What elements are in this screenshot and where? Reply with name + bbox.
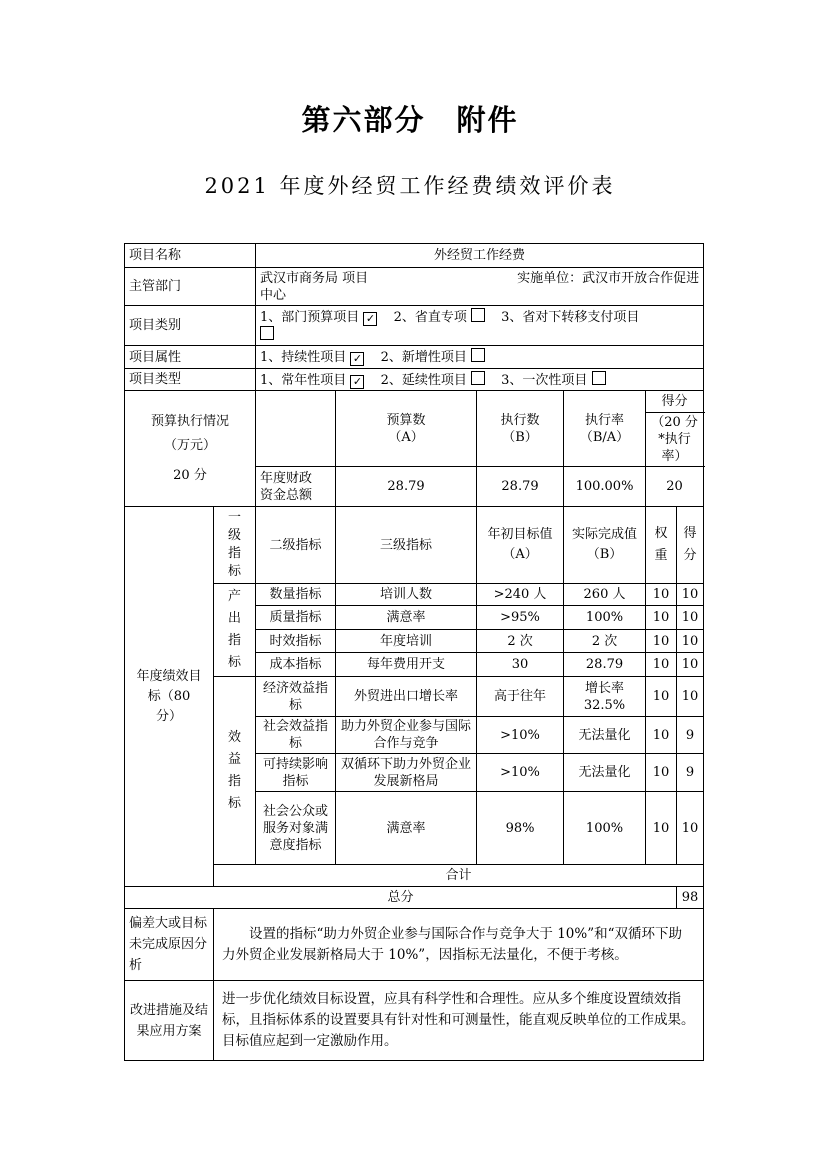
- dept-right-text: 实施单位：武汉市开放合作促进: [517, 270, 700, 286]
- target-cell: 2 次: [477, 629, 564, 653]
- target-cell: 30: [477, 653, 564, 677]
- l3-cell: 双循环下助力外贸企业发展新格局: [336, 754, 477, 792]
- actual-cell: 28.79: [564, 653, 646, 677]
- improvement-text: 进一步优化绩效目标设置，应具有科学性和合理性。应从多个维度设置绩效指标，且指标体系的设置要具有针对性和可测量性，能直观反映单位的工作成果。目标值应起到一定激励作用。: [214, 981, 704, 1061]
- part-title: 第六部分 附件: [301, 103, 519, 137]
- category-checkbox-2[interactable]: [471, 308, 485, 322]
- subtotal-label: 合计: [214, 865, 704, 887]
- project-name-row: [125, 244, 704, 268]
- score-cell: 9: [677, 754, 704, 792]
- category-checkbox-3[interactable]: [260, 326, 274, 340]
- budget-label-line1: 预算执行情况: [151, 413, 230, 429]
- score-cell: 10: [677, 629, 704, 653]
- effect-indicator-label: 效 益 指 标: [214, 677, 256, 865]
- budget-blank-cell: [256, 391, 336, 467]
- attribute-label: 项目属性: [125, 346, 256, 369]
- actual-header: 实际完成值（B）: [564, 507, 646, 584]
- level2-header: 二级指标: [256, 507, 336, 584]
- type-options: [256, 369, 704, 391]
- l2-cell: 质量指标: [256, 606, 336, 630]
- type-option-3: 3、一次性项目: [501, 372, 588, 388]
- project-name-label: 项目名称: [125, 244, 256, 268]
- type-option-1: 1、常年性项目: [260, 372, 347, 388]
- budget-col-rate: 执行率 （B/A）: [564, 391, 646, 467]
- type-checkbox-1[interactable]: ✓: [350, 375, 364, 389]
- score-cell: 10: [677, 677, 704, 717]
- improvement-label: 改进措施及结果应用方案: [125, 981, 214, 1061]
- l3-cell: 助力外贸企业参与国际合作与竞争: [336, 717, 477, 754]
- category-option-2: 2、省直专项: [393, 309, 467, 325]
- score-header: 得 分: [677, 507, 704, 584]
- project-name-value: 外经贸工作经费: [256, 244, 704, 268]
- category-option-3: 3、省对下转移支付项目: [501, 309, 640, 325]
- l2-cell: 社会效益指标: [256, 717, 336, 754]
- l3-cell: 培训人数: [336, 584, 477, 606]
- dept-left-text: 武汉市商务局 项目: [260, 270, 369, 286]
- target-cell: 高于往年: [477, 677, 564, 717]
- attribute-checkbox-2[interactable]: [471, 348, 485, 362]
- budget-header-row-1: [125, 391, 704, 413]
- deviation-row: [125, 909, 704, 981]
- target-header: 年初目标值（A）: [477, 507, 564, 584]
- weight-header: 权 重: [646, 507, 677, 584]
- exec-value: 28.79: [477, 467, 564, 507]
- actual-cell: 260 人: [564, 584, 646, 606]
- weight-cell: 10: [646, 629, 677, 653]
- budget-col-score: 得分: [646, 391, 704, 413]
- weight-cell: 10: [646, 717, 677, 754]
- actual-cell: 100%: [564, 606, 646, 630]
- budget-label-score: 20 分: [173, 467, 207, 483]
- l3-cell: 年度培训: [336, 629, 477, 653]
- target-cell: >10%: [477, 754, 564, 792]
- score-cell: 10: [677, 584, 704, 606]
- budget-col-score-sub: （20 分*执行率）: [646, 413, 704, 467]
- table-title: 2021 年度外经贸工作经费绩效评价表: [204, 174, 616, 198]
- evaluation-table: [124, 243, 704, 1061]
- attribute-checkbox-1[interactable]: ✓: [350, 352, 364, 366]
- output-indicator-label: 产 出 指 标: [214, 584, 256, 677]
- score-cell: 10: [677, 653, 704, 677]
- total-row: [125, 887, 704, 909]
- category-checkbox-1[interactable]: ✓: [363, 312, 377, 326]
- l2-cell: 成本指标: [256, 653, 336, 677]
- score-cell: 10: [677, 606, 704, 630]
- budget-col-budget: 预算数 （A）: [336, 391, 477, 467]
- dept-wrap-text: 中心: [260, 287, 287, 303]
- level1-header: 一 级 指 标: [214, 507, 256, 584]
- category-options: [256, 306, 704, 346]
- target-cell: >240 人: [477, 584, 564, 606]
- type-checkbox-3[interactable]: [592, 371, 606, 385]
- category-row: [125, 306, 704, 346]
- attribute-options: [256, 346, 704, 369]
- attribute-option-1: 1、持续性项目: [260, 350, 347, 365]
- score-cell: 9: [677, 717, 704, 754]
- l3-cell: 每年费用开支: [336, 653, 477, 677]
- budget-score-value: 20: [646, 467, 704, 507]
- actual-cell: 2 次: [564, 629, 646, 653]
- dept-value: [256, 268, 704, 306]
- target-cell: 98%: [477, 792, 564, 865]
- budget-label: [125, 391, 256, 507]
- dept-row: [125, 268, 704, 306]
- actual-cell: 增长率32.5%: [564, 677, 646, 717]
- deviation-text: 设置的指标“助力外贸企业参与国际合作与竞争大于 10%”和“双循环下助力外贸企业发展新格局大于 10%”，因指标无法量化，不便于考核。: [214, 909, 704, 981]
- dept-label: 主管部门: [125, 268, 256, 306]
- l2-cell: 可持续影响指标: [256, 754, 336, 792]
- attribute-row: [125, 346, 704, 369]
- attribute-option-2: 2、新增性项目: [380, 350, 467, 365]
- level3-header: 三级指标: [336, 507, 477, 584]
- total-label: 总分: [125, 887, 677, 909]
- actual-cell: 无法量化: [564, 754, 646, 792]
- weight-cell: 10: [646, 584, 677, 606]
- l3-cell: 满意率: [336, 606, 477, 630]
- target-cell: >95%: [477, 606, 564, 630]
- actual-cell: 无法量化: [564, 717, 646, 754]
- budget-value: 28.79: [336, 467, 477, 507]
- target-cell: >10%: [477, 717, 564, 754]
- weight-cell: 10: [646, 653, 677, 677]
- budget-col-exec: 执行数 （B）: [477, 391, 564, 467]
- rate-value: 100.00%: [564, 467, 646, 507]
- improvement-row: [125, 981, 704, 1061]
- l2-cell: 时效指标: [256, 629, 336, 653]
- deviation-label: 偏差大或目标未完成原因分析: [125, 909, 214, 981]
- l2-cell: 社会公众或服务对象满意度指标: [256, 792, 336, 865]
- l2-cell: 数量指标: [256, 584, 336, 606]
- actual-cell: 100%: [564, 792, 646, 865]
- budget-row-label: 年度财政 资金总额: [256, 467, 336, 507]
- type-checkbox-2[interactable]: [471, 371, 485, 385]
- l2-cell: 经济效益指标: [256, 677, 336, 717]
- l3-cell: 外贸进出口增长率: [336, 677, 477, 717]
- perf-label: 年度绩效目 标（80 分）: [125, 507, 214, 887]
- type-option-2: 2、延续性项目: [380, 372, 467, 388]
- type-row: [125, 369, 704, 391]
- score-cell: 10: [677, 792, 704, 865]
- l3-cell: 满意率: [336, 792, 477, 865]
- type-label: 项目类型: [125, 369, 256, 391]
- perf-header-row: [125, 507, 704, 584]
- category-option-1: 1、部门预算项目: [260, 309, 360, 325]
- weight-cell: 10: [646, 606, 677, 630]
- weight-cell: 10: [646, 754, 677, 792]
- weight-cell: 10: [646, 677, 677, 717]
- weight-cell: 10: [646, 792, 677, 865]
- category-label: 项目类别: [125, 306, 256, 346]
- total-value: 98: [677, 887, 704, 909]
- budget-label-line2: （万元）: [164, 437, 217, 453]
